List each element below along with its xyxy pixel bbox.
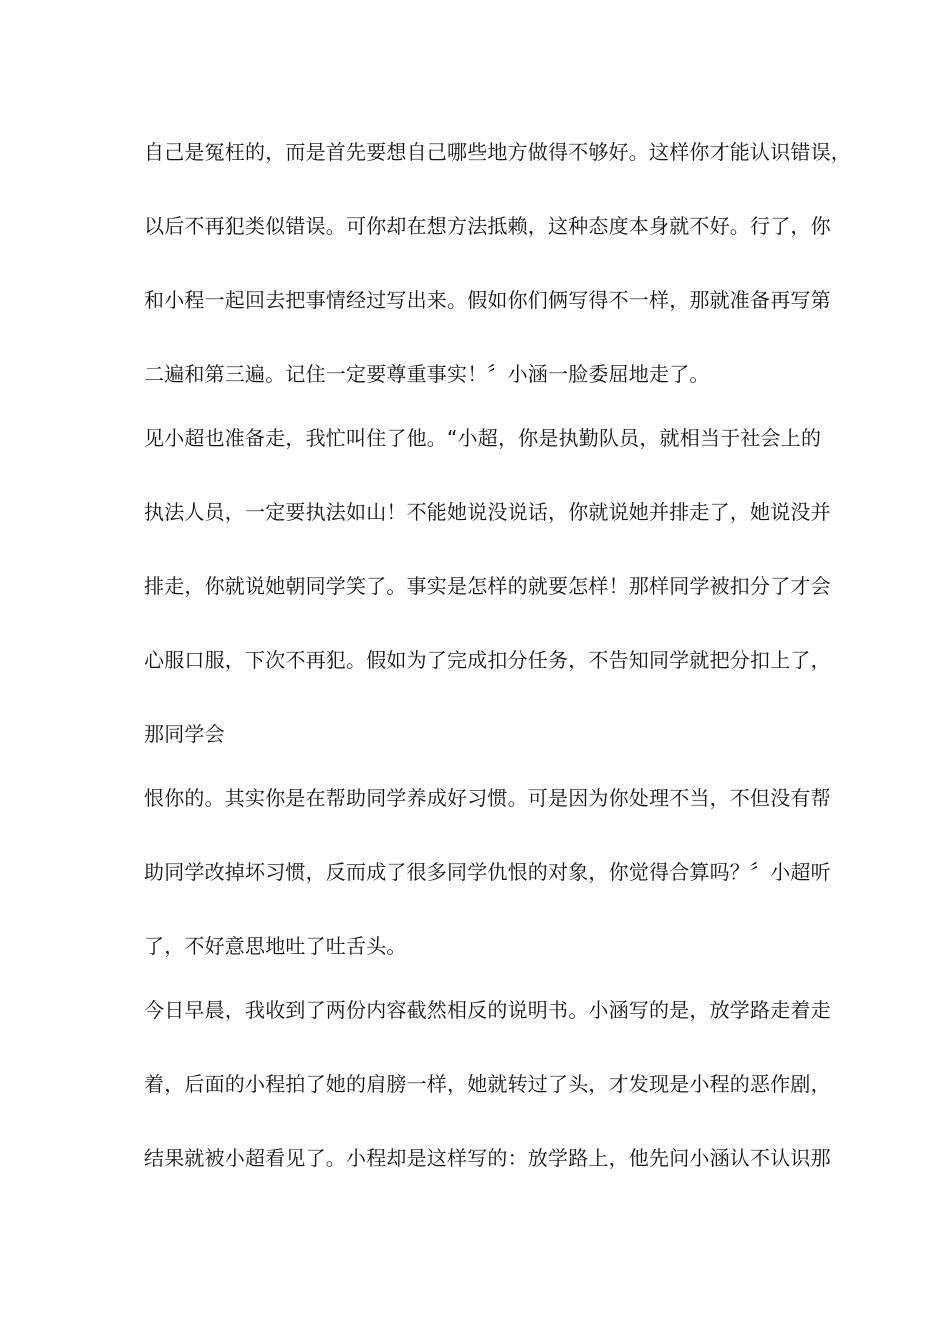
text-line: 今日早晨，我收到了两份内容截然相反的说明书。小涵写的是，放学路走着走 <box>144 998 831 1022</box>
text-line: 以后不再犯类似错误。可你却在想方法抵赖，这种态度本身就不好。行了，你 <box>144 214 831 238</box>
text-line: 自己是冤枉的，而是首先要想自己哪些地方做得不够好。这样你才能认识错误， <box>144 140 851 164</box>
text-line: 恨你的。其实你是在帮助同学养成好习惯。可是因为你处理不当，不但没有帮 <box>144 786 831 810</box>
text-line: 执法人员，一定要执法如山！不能她说没说话，你就说她并排走了，她说没并 <box>144 500 831 524</box>
text-line: 见小超也准备走，我忙叫住了他。“小超，你是执勤队员，就相当于社会上的 <box>144 426 822 450</box>
text-line: 排走，你就说她朝同学笑了。事实是怎样的就要怎样！那样同学被扣分了才会 <box>144 574 831 598</box>
text-line: 助同学改掉坏习惯，反而成了很多同学仇恨的对象，你觉得合算吗？〞小超听 <box>144 860 831 884</box>
text-line: 那同学会 <box>144 722 225 746</box>
text-line: 着，后面的小程拍了她的肩膀一样，她就转过了头，才发现是小程的恶作剧， <box>144 1072 831 1096</box>
text-line: 和小程一起回去把事情经过写出来。假如你们俩写得不一样，那就准备再写第 <box>144 288 831 312</box>
text-line: 二遍和第三遍。记住一定要尊重事实！〞小涵一脸委屈地走了。 <box>144 362 710 386</box>
text-line: 结果就被小超看见了。小程却是这样写的：放学路上，他先问小涵认不认识那 <box>144 1146 831 1170</box>
text-line: 心服口服，下次不再犯。假如为了完成扣分任务，不告知同学就把分扣上了， <box>144 648 831 672</box>
text-line: 了，不好意思地吐了吐舌头。 <box>144 934 407 958</box>
